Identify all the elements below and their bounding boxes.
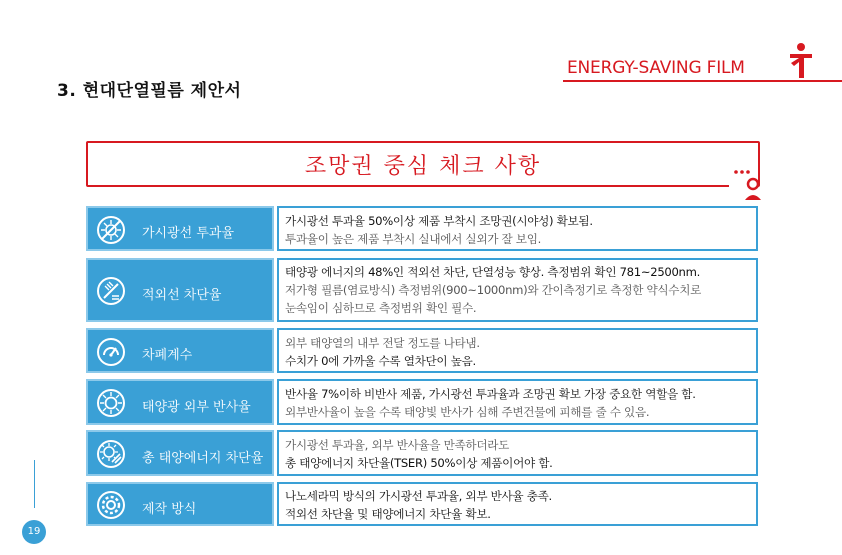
- row-label: 적외선 차단율: [142, 288, 222, 303]
- gear-icon: [96, 490, 126, 520]
- row-text-line: 외부반사율이 높을 수록 태양빛 반사가 심해 주변건물에 피해를 줄 수 있음.: [285, 405, 650, 419]
- row-text-line: 반사율 7%이하 비반사 제품, 가시광선 투과율과 조망권 확보 가장 중요한 역할을 함.: [285, 387, 696, 401]
- row-text-line: 가시광선 투과율 50%이상 제품 부착시 조망권(시야성) 확보됨.: [285, 214, 593, 228]
- row-text-line: 외부 태양열의 내부 전달 정도를 나타냄.: [285, 336, 480, 350]
- row-text-line: 태양광 에너지의 48%인 적외선 차단, 단열성능 향상. 측정범위 확인 781~2500nm.: [285, 265, 700, 279]
- row-label: 총 태양에너지 차단율: [142, 451, 264, 466]
- infrared-block-icon: [96, 276, 126, 306]
- table-row: [86, 379, 758, 425]
- row-text-line: 눈속임이 심하므로 측정범위 확인 필수.: [285, 301, 477, 315]
- page-number: 19: [22, 520, 46, 544]
- row-text-line: 나노세라믹 방식의 가시광선 투과율, 외부 반사율 충족.: [285, 489, 552, 503]
- brand-text: ENERGY-SAVING FILM: [567, 58, 745, 78]
- row-text-line: 투과율이 높은 제품 부착시 실내에서 실외가 잘 보임.: [285, 232, 541, 246]
- shading-coefficient-icon: [96, 337, 126, 367]
- row-text-line: 저가형 필름(염료방식) 측정범위(900~1000nm)와 간이측정기로 측정한 약식수치로: [285, 283, 701, 297]
- row-label: 태양광 외부 반사율: [142, 400, 251, 415]
- row-label: 가시광선 투과율: [142, 226, 235, 241]
- sun-window-icon: [96, 215, 126, 245]
- sun-block-icon: [96, 439, 126, 469]
- row-label: 제작 방식: [142, 502, 197, 517]
- table-row: [86, 482, 758, 526]
- row-text-line: 적외선 차단율 및 태양에너지 차단율 확보.: [285, 507, 491, 521]
- brand-underline: [563, 80, 842, 82]
- table-row: [86, 430, 758, 476]
- row-label: 차폐계수: [142, 348, 193, 363]
- row-text-line: 총 태양에너지 차단율(TSER) 50%이상 제품이어야 함.: [285, 456, 553, 470]
- table-row: [86, 328, 758, 373]
- page-indicator-line: [34, 460, 35, 508]
- speech-bubble-icon: [729, 160, 761, 202]
- sun-reflect-icon: [96, 388, 126, 418]
- brand-logo-icon: [788, 42, 814, 80]
- row-text-line: 가시광선 투과율, 외부 반사율을 만족하더라도: [285, 438, 510, 452]
- row-text-line: 수치가 0에 가까울 수록 열차단이 높음.: [285, 354, 476, 368]
- page-title: 3. 현대단열필름 제안서: [57, 81, 242, 101]
- table-row: [86, 258, 758, 322]
- banner-title: 조망권 중심 체크 사항: [304, 154, 542, 179]
- table-row: [86, 206, 758, 251]
- check-points-banner: [86, 141, 760, 187]
